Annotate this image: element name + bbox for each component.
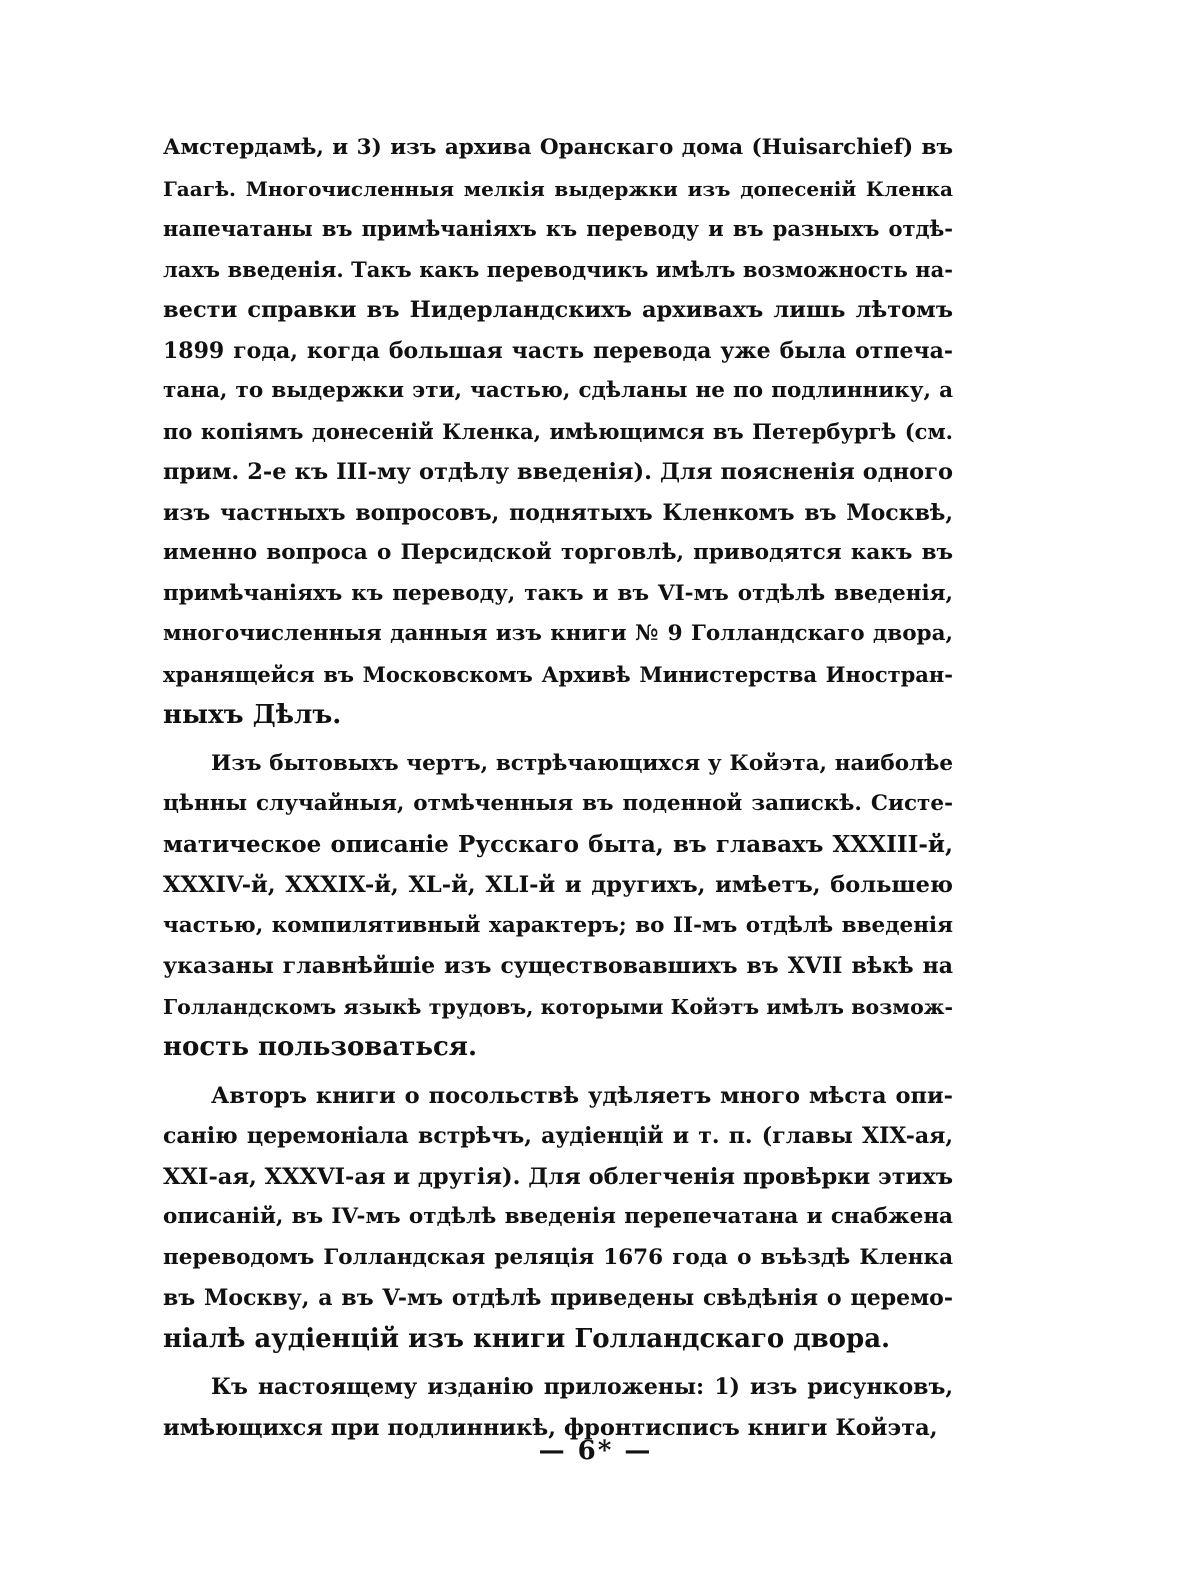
text-line: ность пользоваться. — [163, 1032, 478, 1062]
text-line: цѣнны случайныя, отмѣченныя въ поденной запискѣ. Систе- — [163, 791, 953, 816]
text-line: многочисленныя данныя изъ книги № 9 Голландскаго двора, — [163, 621, 953, 646]
text-line: изъ частныхъ вопросовъ, поднятыхъ Кленкомъ въ Москвѣ, — [163, 499, 953, 526]
text-line: Голландскомъ языкѣ трудовъ, которыми Койэтъ имѣлъ возмож- — [163, 994, 953, 1019]
text-line: ніалѣ аудіенцій изъ книги Голландскаго двора. — [163, 1323, 891, 1354]
text-line: Гаагѣ. Многочисленныя мелкія выдержки изъ допесеній Кленка — [163, 176, 953, 201]
text-line: въ Москву, а въ V-мъ отдѣлѣ приведены свѣдѣнія о церемо- — [163, 1285, 953, 1311]
text-line: Авторъ книги о посольствѣ удѣляетъ много мѣста опи- — [211, 1082, 953, 1109]
text-line: Изъ бытовыхъ чертъ, встрѣчающихся у Койэта, наиболѣе — [211, 750, 953, 776]
paragraph — [163, 1076, 953, 1360]
text-line: по копіямъ донесеній Кленка, имѣющимся въ Петербургѣ (см. — [163, 418, 953, 444]
text-line: матическое описаніе Русскаго быта, въ главахъ XXXIII-й, — [163, 830, 953, 858]
body-text — [163, 128, 953, 1448]
text-line: ныхъ Дѣлъ. — [163, 700, 342, 730]
paragraph-gap — [163, 736, 953, 744]
text-line: именно вопроса о Персидской торговлѣ, приводятся какъ въ — [163, 540, 953, 565]
text-line: XXI-ая, XXXVI-ая и другія). Для облегченія провѣрки этихъ — [163, 1163, 954, 1190]
text-line: Амстердамѣ, и 3) изъ архива Оранскаго дома (Huisarchief) въ — [163, 135, 953, 160]
text-line: напечатаны въ примѣчаніяхъ къ переводу и въ разныхъ отдѣ- — [163, 216, 953, 241]
text-line: частью, компилятивный характеръ; во II-мъ отдѣлѣ введенія — [163, 912, 953, 938]
text-line: 1899 года, когда большая часть перевода уже была отпеча- — [163, 337, 953, 364]
paragraph — [163, 744, 953, 1068]
text-line: указаны главнѣйшіе изъ существовавшихъ въ XVII вѣкѣ на — [163, 953, 953, 979]
text-line: санію церемоніала встрѣчъ, аудіенцій и т. п. (главы XIX-ая, — [163, 1123, 953, 1149]
paragraph-gap — [163, 1068, 953, 1076]
text-line: примѣчаніяхъ къ переводу, такъ и въ VI-мъ отдѣлѣ введенія, — [163, 580, 953, 606]
text-line: тана, то выдержки эти, частью, сдѣланы не по подлиннику, а — [163, 378, 953, 403]
text-line: лахъ введенія. Такъ какъ переводчикъ имѣлъ возможность на- — [163, 256, 953, 282]
text-line: вести справки въ Нидерландскихъ архивахъ лишь лѣтомъ — [163, 297, 953, 323]
text-line: переводомъ Голландская реляція 1676 года о въѣздѣ Кленка — [163, 1244, 953, 1270]
text-line: имѣющихся при подлинникѣ, фронтисписъ книги Койэта, — [163, 1414, 938, 1441]
paragraph — [163, 128, 953, 736]
text-line: прим. 2-е къ III-му отдѣлу введенія). Для поясненія одного — [163, 459, 953, 485]
text-line: хранящейся въ Московскомъ Архивѣ Министерства Иностран- — [163, 661, 953, 687]
text-line: описаній, въ IV-мъ отдѣлѣ введенія перепечатана и снабжена — [163, 1204, 953, 1229]
text-line: Къ настоящему изданію приложены: 1) изъ рисунковъ, — [211, 1374, 953, 1400]
page-number: — 6* — — [538, 1436, 653, 1466]
paragraph-gap — [163, 1359, 953, 1367]
text-line: XXXIV-й, XXXIX-й, XL-й, XLI-й и другихъ, имѣетъ, большею — [163, 872, 953, 898]
